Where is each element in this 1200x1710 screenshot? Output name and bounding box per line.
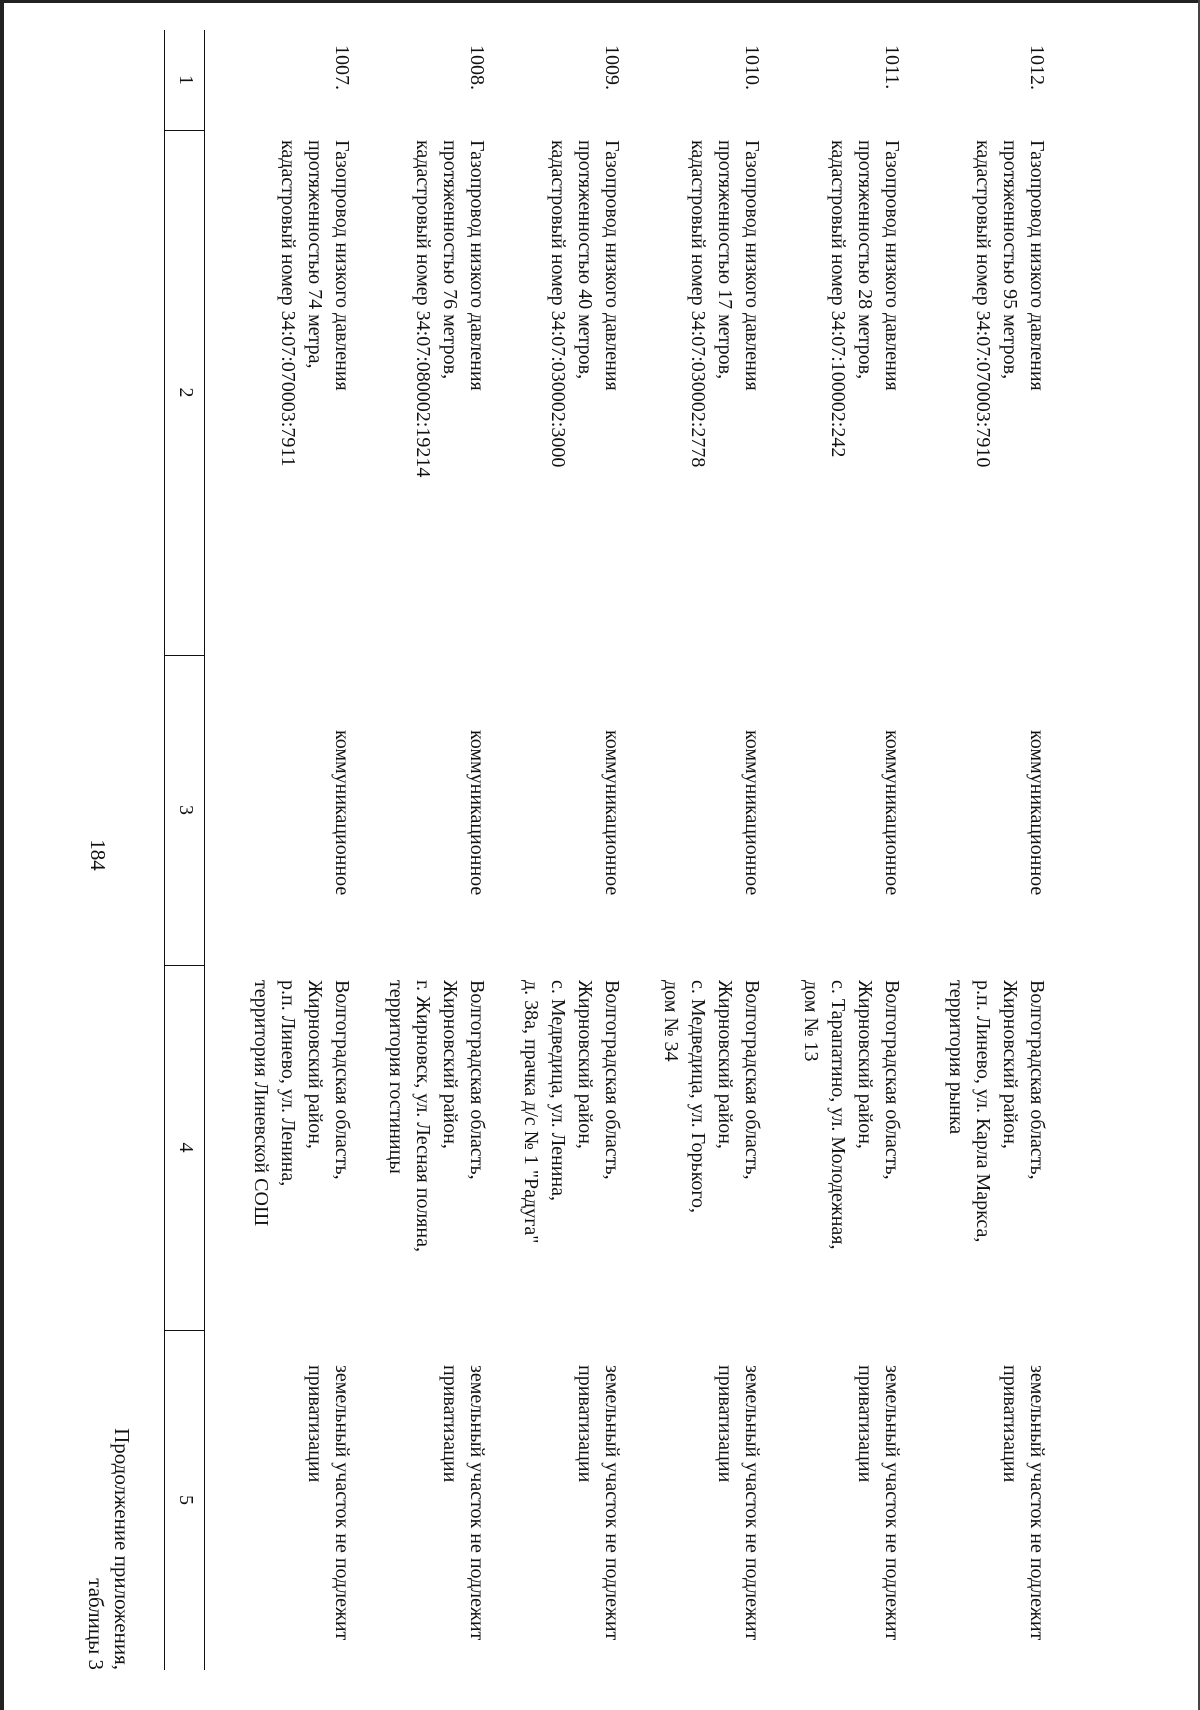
object-note: земельный участок не подлежит приватизации [854, 1365, 903, 1641]
object-name: Газопровод низкого давления протяженностью 17 метров, кадастровый номер 34:07:030002:2778 [687, 140, 763, 468]
object-address: Волгоградская область, Жирновский район, р.п. Линево, ул. Ленина, территория Линевской СОШ [250, 980, 353, 1227]
header-bottom-rule [204, 30, 205, 1670]
object-type: коммуникационное [1026, 730, 1048, 896]
object-note: земельный участок не подлежит приватизации [304, 1365, 353, 1641]
column-number-3: 3 [175, 805, 197, 815]
object-type: коммуникационное [741, 730, 763, 896]
continuation-line-2: таблицы 3 [84, 1578, 108, 1670]
column-number-4: 4 [175, 1142, 197, 1153]
property-table [175, 30, 1200, 1670]
table-top-rule [164, 30, 165, 1670]
row-number: 1009. [601, 45, 623, 90]
object-type: коммуникационное [601, 730, 623, 896]
table-row [775, 30, 905, 1670]
column-number-1: 1 [175, 75, 197, 85]
object-address: Волгоградская область, Жирновский район, с. Тарапатино, ул. Молодежная, дом № 13 [800, 980, 903, 1250]
object-address: Волгоградская область, Жирновский район, с. Медведица, ул. Горького, дом № 34 [660, 980, 763, 1214]
object-note: земельный участок не подлежит приватизации [714, 1365, 763, 1641]
row-number: 1010. [741, 45, 763, 90]
object-note: земельный участок не подлежит приватизации [439, 1365, 488, 1641]
page-number: 184 [86, 839, 110, 871]
object-name: Газопровод низкого давления протяженностью 28 метров, кадастровый номер 34:07:100002:242 [827, 140, 903, 458]
continuation-line-1: Продолжение приложения, [110, 1428, 134, 1670]
continuation-caption [83, 1380, 135, 1670]
object-name: Газопровод низкого давления протяженностью 40 метров, кадастровый номер 34:07:030002:3000 [547, 140, 623, 468]
object-type: коммуникационное [466, 730, 488, 896]
table-row [635, 30, 765, 1670]
object-note: земельный участок не подлежит приватизации [574, 1365, 623, 1641]
row-number: 1007. [331, 45, 353, 90]
table-row [225, 30, 355, 1670]
object-name: Газопровод низкого давления протяженностью 74 метра, кадастровый номер 34:07:070003:7911 [277, 140, 353, 467]
row-number: 1011. [881, 45, 903, 90]
table-row [495, 30, 625, 1670]
object-type: коммуникационное [881, 730, 903, 896]
object-type: коммуникационное [331, 730, 353, 896]
object-note: земельный участок не подлежит приватизации [999, 1365, 1048, 1641]
column-number-5: 5 [175, 1495, 197, 1505]
table-row [920, 30, 1050, 1670]
table-row [360, 30, 490, 1670]
object-address: Волгоградская область, Жирновский район, г. Жирновск, ул. Лесная поляна, территория гостиницы [385, 980, 488, 1252]
object-address: Волгоградская область, Жирновский район, р.п. Линево, ул. Карла Маркса, территория рынка [945, 980, 1048, 1243]
object-name: Газопровод низкого давления протяженностью 95 метров, кадастровый номер 34:07:070003:7910 [972, 140, 1048, 468]
row-number: 1008. [466, 45, 488, 90]
row-number: 1012. [1026, 45, 1048, 90]
object-name: Газопровод низкого давления протяженностью 76 метров, кадастровый номер 34:07:080002:19214 [412, 140, 488, 478]
object-address: Волгоградская область, Жирновский район, с. Медведица, ул. Ленина, д. 38а, прачка д/с № 1 "Радуга" [520, 980, 623, 1244]
column-number-2: 2 [175, 387, 197, 398]
